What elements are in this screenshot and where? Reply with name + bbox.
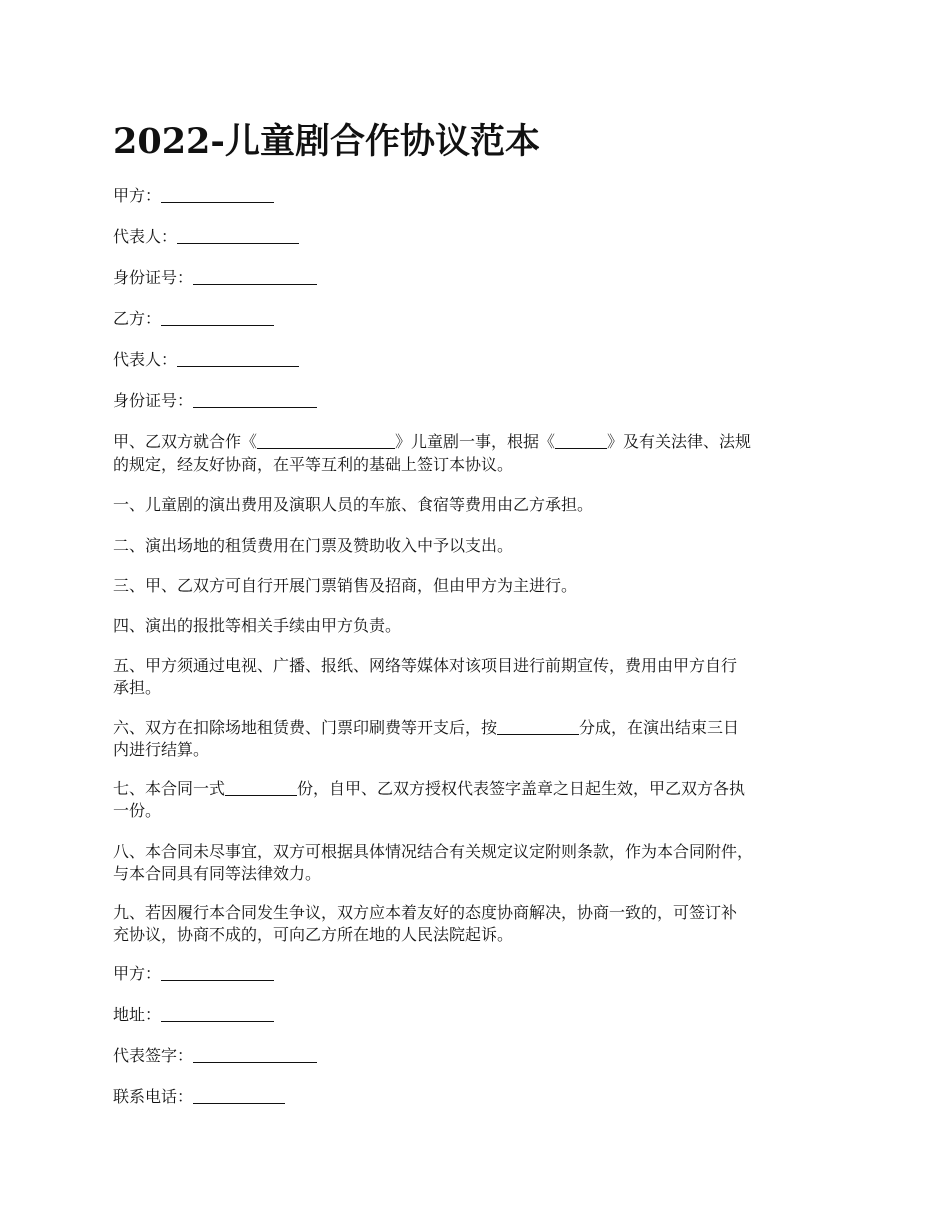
document-title: 2022-儿童剧合作协议范本 — [113, 121, 540, 162]
clause-6-part-2: 分成，在演出结束三日 — [579, 718, 740, 737]
sign-rep-label: 代表签字： — [113, 1046, 194, 1065]
sign-rep-blank[interactable] — [193, 1048, 317, 1063]
clause-3: 三、甲、乙双方可自行开展门票销售及招商，但由甲方为主进行。 — [113, 576, 578, 595]
sign-party-a-label: 甲方： — [113, 964, 162, 983]
sign-address-line — [113, 1005, 274, 1025]
clause-7-part-2: 份，自甲、乙双方授权代表签字盖章之日起生效，甲乙双方各执 — [297, 779, 746, 798]
sign-address-blank[interactable] — [161, 1007, 274, 1022]
party-b-blank[interactable] — [161, 311, 274, 326]
intro-line-1 — [113, 432, 751, 452]
party-a-rep-line — [113, 227, 299, 247]
party-a-rep-label: 代表人： — [113, 227, 178, 246]
clause-9-line-2: 充协议，协商不成的，可向乙方所在地的人民法院起诉。 — [113, 925, 514, 944]
sign-address-label: 地址： — [113, 1005, 162, 1024]
party-b-rep-line — [113, 350, 299, 370]
clause-7-line-1 — [113, 779, 745, 799]
clause-8-line-2: 与本合同具有同等法律效力。 — [113, 864, 322, 883]
party-a-rep-blank[interactable] — [177, 229, 299, 244]
clause-6-line-1 — [113, 718, 739, 738]
intro-part-2: 》儿童剧一事，根据《 — [395, 432, 556, 451]
clause-6-part-1: 六、双方在扣除场地租赁费、门票印刷费等开支后，按 — [113, 718, 498, 737]
clause-5-line-2: 承担。 — [113, 678, 162, 697]
party-b-id-blank[interactable] — [193, 393, 317, 408]
clause-6-line-2: 内进行结算。 — [113, 740, 210, 759]
clause-7-part-1: 七、本合同一式 — [113, 779, 226, 798]
party-a-id-blank[interactable] — [193, 270, 317, 285]
party-b-id-line — [113, 391, 317, 411]
clause-7-line-2: 一份。 — [113, 801, 162, 820]
sign-party-a-blank[interactable] — [161, 966, 274, 981]
party-a-line — [113, 186, 274, 206]
clause-2: 二、演出场地的租赁费用在门票及赞助收入中予以支出。 — [113, 536, 514, 555]
sign-phone-label: 联系电话： — [113, 1087, 194, 1106]
party-b-label: 乙方： — [113, 309, 162, 328]
party-b-id-label: 身份证号： — [113, 391, 194, 410]
intro-part-1: 甲、乙双方就合作《 — [113, 432, 258, 451]
sign-party-a-line — [113, 964, 274, 984]
sign-phone-line — [113, 1087, 285, 1107]
sign-phone-blank[interactable] — [193, 1089, 285, 1104]
party-a-label: 甲方： — [113, 186, 162, 205]
law-name-blank[interactable] — [555, 434, 607, 449]
party-b-line — [113, 309, 274, 329]
party-a-id-label: 身份证号： — [113, 268, 194, 287]
intro-line-2: 的规定，经友好协商，在平等互利的基础上签订本协议。 — [113, 455, 514, 474]
clause-4: 四、演出的报批等相关手续由甲方负责。 — [113, 616, 402, 635]
copies-blank[interactable] — [225, 781, 297, 796]
party-b-rep-blank[interactable] — [177, 352, 299, 367]
intro-part-3: 》及有关法律、法规 — [607, 432, 752, 451]
clause-1: 一、儿童剧的演出费用及演职人员的车旅、食宿等费用由乙方承担。 — [113, 495, 594, 514]
clause-8-line-1: 八、本合同未尽事宜，双方可根据具体情况结合有关规定议定附则条款，作为本合同附件， — [113, 842, 754, 861]
party-b-rep-label: 代表人： — [113, 350, 178, 369]
share-ratio-blank[interactable] — [497, 720, 579, 735]
play-name-blank[interactable] — [257, 434, 395, 449]
party-a-blank[interactable] — [161, 188, 274, 203]
sign-rep-line — [113, 1046, 317, 1066]
clause-9-line-1: 九、若因履行本合同发生争议，双方应本着友好的态度协商解决，协商一致的，可签订补 — [113, 903, 738, 922]
clause-5-line-1: 五、甲方须通过电视、广播、报纸、网络等媒体对该项目进行前期宣传，费用由甲方自行 — [113, 656, 738, 675]
party-a-id-line — [113, 268, 317, 288]
